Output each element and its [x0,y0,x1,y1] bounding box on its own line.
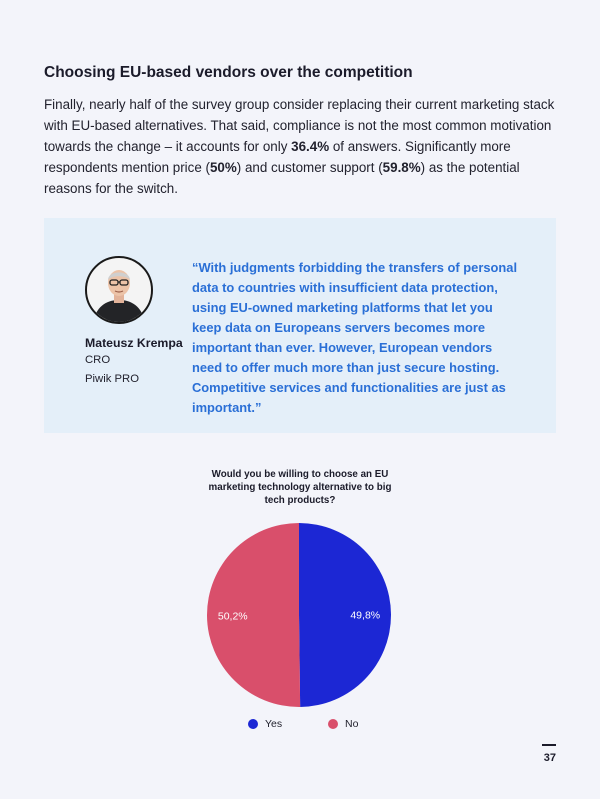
page-number: 37 [543,752,556,764]
data-label-no: 50,2% [217,610,248,623]
quote-text: “With judgments forbidding the transfers of personal data to countries with insufficient data protection, using EU-owned marketing platforms that let you keep data on Europeans servers becomes more important than ever. However, European vendors need to offer much more than just secure hosting. Competitive services and functionalities are just as important.” [192,260,518,415]
legend-label-no: No [345,718,359,730]
support-percent: 59.8% [382,160,421,175]
legend-swatch-yes [248,719,258,729]
speaker-role: CRO [85,354,111,366]
paragraph-text: ) as the potential reasons for the switch. [44,160,520,196]
page-number-rule [542,744,556,746]
compliance-percent: 36.4% [291,139,330,154]
legend-label-yes: Yes [265,718,283,730]
legend-item-yes [248,718,282,730]
chart-title: Would you be willing to choose an EU marketing technology alternative to big tech products? [208,469,392,506]
data-label-yes: 49,8% [350,609,381,622]
legend-item-no [328,718,358,730]
paragraph-text: ) and customer support ( [236,160,383,175]
speaker-name: Mateusz Krempa [85,336,183,350]
paragraph-text: Finally, nearly half of the survey group consider replacing their current marketing stack with EU-based alternatives. That said, compliance is not the most common motivation towards the change – it accounts for only [44,97,555,154]
paragraph-text: of answers. Significantly more respondents mention price ( [44,139,511,175]
legend-swatch-no [328,719,338,729]
price-percent: 50% [209,160,237,175]
section-heading: Choosing EU-based vendors over the competition [44,64,413,81]
speaker-company: Piwik PRO [85,373,139,385]
